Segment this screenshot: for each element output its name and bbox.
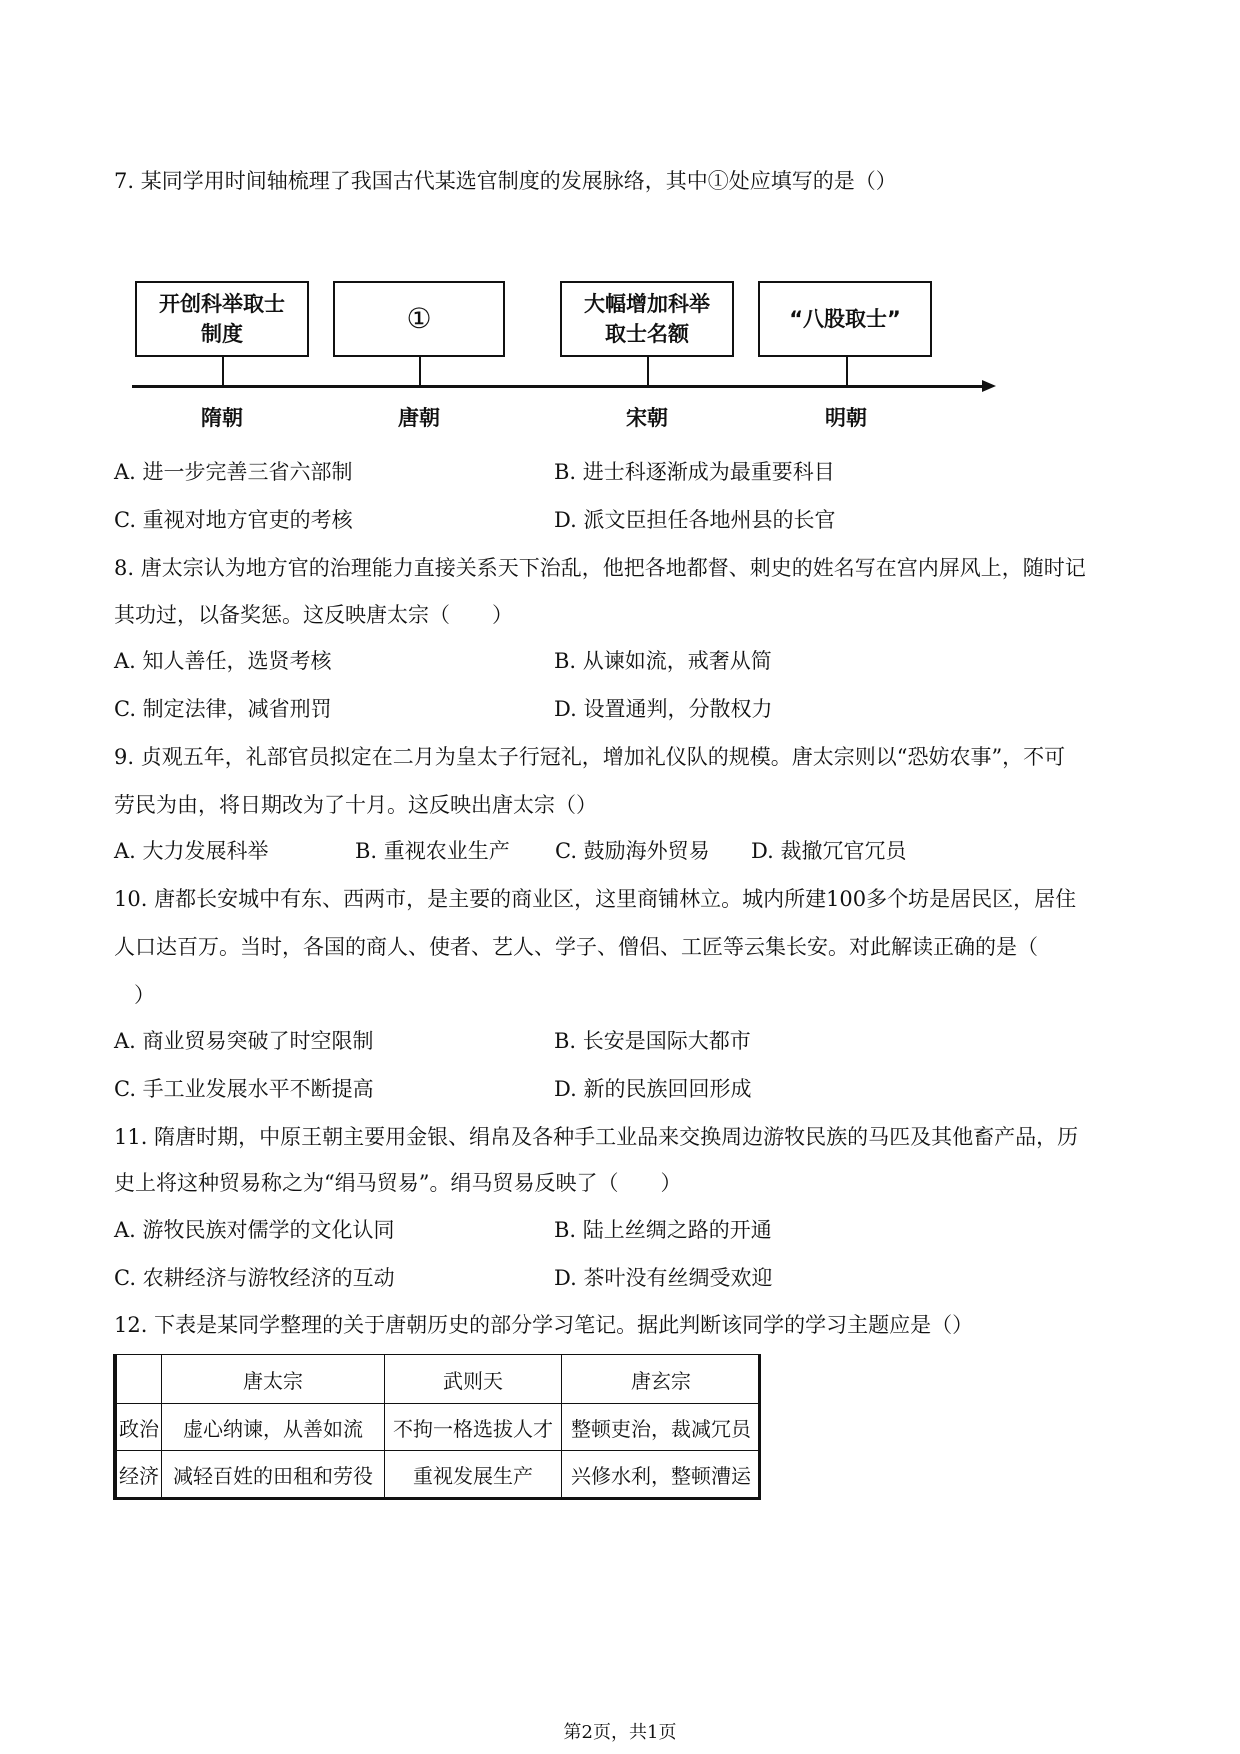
q11-option-b[interactable]: B. 陆上丝绸之路的开通 [554, 1218, 772, 1242]
q9-option-a[interactable]: A. 大力发展科举 [114, 839, 269, 863]
table-border [113, 1354, 116, 1500]
q9-option-d[interactable]: D. 裁撤冗官冗员 [751, 839, 907, 863]
q10-option-c[interactable]: C. 手工业发展水平不断提高 [114, 1077, 374, 1101]
timeline-axis [132, 385, 986, 388]
table-row [117, 1404, 761, 1451]
q7-option-b[interactable]: B. 进士科逐渐成为最重要科目 [554, 460, 835, 484]
q11-stem-line2: 史上将这种贸易称之为“绢马贸易”。绢马贸易反映了（ ） [114, 1171, 682, 1195]
timeline-tick [647, 355, 649, 385]
q7-option-c[interactable]: C. 重视对地方官吏的考核 [114, 508, 353, 532]
table-header-cell: 武则天 [385, 1355, 562, 1404]
q10-option-d[interactable]: D. 新的民族回回形成 [554, 1077, 752, 1101]
q10-option-a[interactable]: A. 商业贸易突破了时空限制 [114, 1029, 374, 1053]
q10-stem-line3: ） [134, 983, 155, 1007]
q9-option-c[interactable]: C. 鼓励海外贸易 [555, 839, 710, 863]
q11-option-c[interactable]: C. 农耕经济与游牧经济的互动 [114, 1266, 395, 1290]
timeline-tick [419, 355, 421, 385]
table-border [116, 1497, 761, 1500]
table-cell: 不拘一格选拔人才 [385, 1404, 562, 1451]
q7-option-d[interactable]: D. 派文臣担任各地州县的长官 [554, 508, 836, 532]
table-cell: 重视发展生产 [385, 1451, 562, 1498]
q10-stem-line2: 人口达百万。当时，各国的商人、使者、艺人、学子、僧侣、工匠等云集长安。对此解读正确的是（ [114, 935, 1038, 959]
table-header-cell [117, 1355, 162, 1404]
q8-stem-line1: 8. 唐太宗认为地方官的治理能力直接关系天下治乱，他把各地都督、刺史的姓名写在宫内屏风上，随时记 [114, 556, 1086, 580]
table-header-cell: 唐太宗 [162, 1355, 385, 1404]
timeline-arrow-icon [982, 380, 996, 392]
q9-stem-line2: 劳民为由，将日期改为了十月。这反映出唐太宗（） [114, 793, 597, 817]
timeline-tick [222, 355, 224, 385]
q9-stem-line1: 9. 贞观五年，礼部官员拟定在二月为皇太子行冠礼，增加礼仪队的规模。唐太宗则以“恐妨农事”，不可 [114, 745, 1066, 769]
q10-option-b[interactable]: B. 长安是国际大都市 [554, 1029, 751, 1053]
timeline-label-tang: 唐朝 [398, 406, 440, 430]
table-row-label: 经济 [117, 1451, 162, 1498]
table-cell: 虚心纳谏，从善如流 [162, 1404, 385, 1451]
timeline-box-ming: “八股取士” [758, 281, 932, 357]
timeline-label-sui: 隋朝 [201, 406, 243, 430]
timeline-box-blank: ① [333, 281, 505, 357]
timeline-tick [846, 355, 848, 385]
q12-stem: 12. 下表是某同学整理的关于唐朝历史的部分学习笔记。据此判断该同学的学习主题应是（） [114, 1313, 974, 1337]
q12-notes-table [116, 1354, 761, 1498]
q8-stem-line2: 其功过，以备奖惩。这反映唐太宗（ ） [114, 603, 513, 627]
q10-stem-line1: 10. 唐都长安城中有东、西两市，是主要的商业区，这里商铺林立。城内所建100多个坊是居民区，居住 [114, 887, 1077, 911]
table-header-row [117, 1355, 761, 1404]
table-header-cell: 唐玄宗 [562, 1355, 761, 1404]
q8-option-d[interactable]: D. 设置通判，分散权力 [554, 697, 773, 721]
page-number: 第2页，共1页 [563, 1722, 677, 1743]
q8-option-a[interactable]: A. 知人善任，选贤考核 [114, 649, 332, 673]
table-row-label: 政治 [117, 1404, 162, 1451]
q11-stem-line1: 11. 隋唐时期，中原王朝主要用金银、绢帛及各种手工业品来交换周边游牧民族的马匹及其他畜产品，历 [114, 1125, 1079, 1149]
q8-option-c[interactable]: C. 制定法律，减省刑罚 [114, 697, 332, 721]
timeline-label-song: 宋朝 [626, 406, 668, 430]
table-border [758, 1354, 761, 1500]
timeline-box-sui: 开创科举取士 制度 [135, 281, 309, 357]
table-row [117, 1451, 761, 1498]
table-cell: 兴修水利，整顿漕运 [562, 1451, 761, 1498]
q7-stem: 7. 某同学用时间轴梳理了我国古代某选官制度的发展脉络，其中①处应填写的是（） [114, 169, 897, 193]
q8-option-b[interactable]: B. 从谏如流，戒奢从简 [554, 649, 772, 673]
timeline-label-ming: 明朝 [825, 406, 867, 430]
q11-option-d[interactable]: D. 茶叶没有丝绸受欢迎 [554, 1266, 773, 1290]
timeline-box-song: 大幅增加科举 取士名额 [560, 281, 734, 357]
table-cell: 减轻百姓的田租和劳役 [162, 1451, 385, 1498]
q9-option-b[interactable]: B. 重视农业生产 [355, 839, 510, 863]
q7-option-a[interactable]: A. 进一步完善三省六部制 [114, 460, 353, 484]
q11-option-a[interactable]: A. 游牧民族对儒学的文化认同 [114, 1218, 395, 1242]
table-cell: 整顿吏治，裁减冗员 [562, 1404, 761, 1451]
